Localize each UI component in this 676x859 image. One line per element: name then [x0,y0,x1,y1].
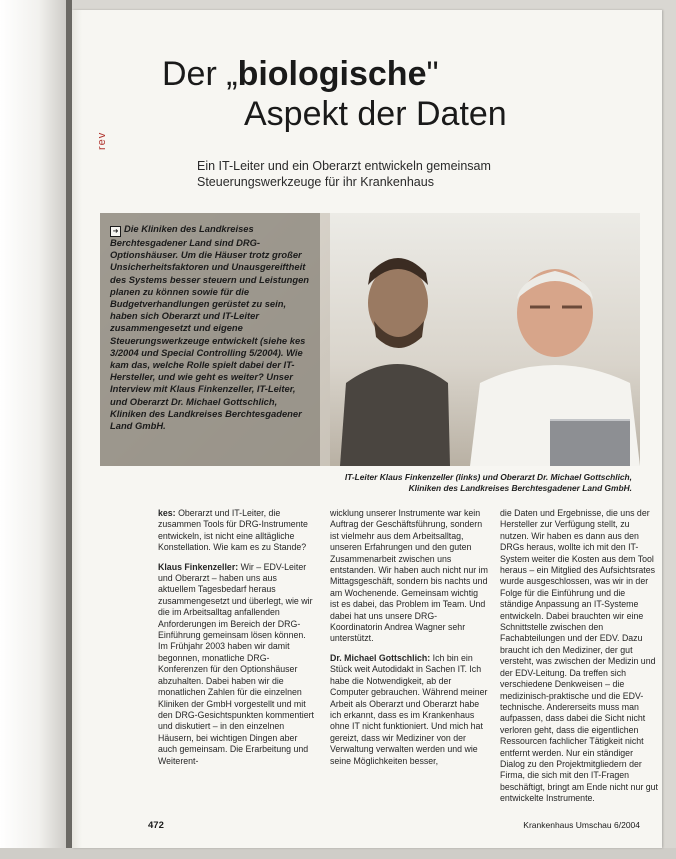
speaker-label: Dr. Michael Gottschlich: [330,652,431,663]
scan-background-left [0,0,70,859]
paragraph [158,562,316,767]
title-line-2: Aspekt der Daten [244,95,507,133]
article-title [162,54,642,134]
laptop [550,419,630,466]
speaker-label: Klaus Finkenzeller: [158,561,239,572]
person-left-figure [340,233,450,466]
title-suffix: " [426,55,439,93]
text-column-2 [330,508,488,775]
photo-caption: IT-Leiter Klaus Finkenzeller (links) und Oberarzt Dr. Michael Gottschlich, Kliniken des Landkreises Berchtesgadener Land GmbH. [344,472,632,493]
article-subtitle: Ein IT-Leiter und ein Oberarzt entwickeln gemeinsam Steuerungswerkzeuge für ihr Krankenhaus [197,159,491,189]
text-column-1 [158,508,316,775]
arrow-right-icon: ➜ [110,226,121,237]
paragraph-text: Wir – EDV-Leiter und Oberarzt – haben uns aus aktuellem Tagesbedarf heraus zusammengesetzt und überlegt, wie wir die im Arbeitsalltag anfallenden Anforderungen im Bereich der DRG-Einführung gemeinsam lösen können. Im Frühjahr 2003 haben wir damit begonnen, monatliche DRG-Konferenzen für den Optionshäuser abzuhalten. Dabei haben wir die monatlichen Zahlen für die einzelnen Kliniken der GmbH vorgestellt und mit den DRG-Gesichtspunkten kommentiert und diskutiert – in den einzelnen Häusern, bei wichtigen Dingen aber auch gemeinsam. Die Erarbeitung und Weiterent- [158,561,314,766]
publication-name: Krankenhaus Umschau 6/2004 [523,820,640,830]
title-line-1 [162,54,642,94]
scan-background-bottom [0,848,676,859]
page-number: 472 [148,820,164,831]
page-margin [72,10,82,848]
paragraph [330,508,488,645]
paragraph-text: Oberarzt und IT-Leiter, die zusammen Tools für DRG-Instrumente entwickeln, ist nicht eine alltägliche Konstellation. Wie kam es zu Stande? [158,508,308,553]
lead-text-box [100,213,320,466]
title-prefix: Der „ [162,55,238,93]
text-column-3 [500,508,658,813]
paragraph [330,653,488,767]
paragraph [500,508,658,805]
paragraph-text: Ich bin ein Stück weit Autodidakt in Sachen IT. Ich habe die Notwendigkeit, ab der Computer gebrauchen. Während meiner Arbeit als Oberarzt und Oberarzt habe ich erkannt, dass es im Krankenhaus ohne IT nicht funktioniert. Und mich hat gereizt, dass wir Mediziner von der Verwaltung verwalten werden und wie seine Möglichkeiten besser, [330,652,488,766]
paragraph [158,508,316,554]
lead-text: Die Kliniken des Landkreises Berchtesgadener Land sind DRG-Optionshäuser. Um die Häuser trotz großer Unsicherheitsfaktoren und Unausgereiftheit des Systems besser steuern und Leistungen planen zu können sowie für die Budgetverhandlungen gerüstet zu sein, haben sich Oberarzt und IT-Leiter zusammengesetzt und eigene Steuerungswerkzeuge entwickelt (siehe kes 3/2004 und Special Controlling 5/2004). Wie kam das, welche Rolle spielt dabei der IT-Hersteller, und wie geht es weiter? Unser Interview mit Klaus Finkenzeller, IT-Leiter, und Oberarzt Dr. Michael Gottschlich, Kliniken des Landkreises Berchtesgadener Land GmbH. [110,223,310,432]
paragraph-text: die Daten und Ergebnisse, die uns der Hersteller zur Verfügung stellt, zu nutzen. Wir haben es dann aus den DRGs heraus, wollte ich mit den IT-System weiter die Kosten aus dem Tool heraus – ein Mitglied des Aufsichtsrates wurde ausgeschlossen, was wir in der Folge für die Einführung und die ständige Anpassung an IT-Systeme entwickeln. Dabei brauchten wir eine Schnittstelle zwischen den Fachabteilungen und der EDV. Dazu braucht ich den Mediziner, der gut versteht, was zwischen der Medizin und der EDV-Leitung. Da treffen sich verschiedene Denkweisen – die medizinisch-praktische und die EDV-technische. Andererseits muss man aufpassen, dass dabei die Sicht nicht verloren geht, dass die eigentlichen Ressourcen fachlicher Tätigkeit nicht entfernt werden. Nur ein ständiger Dialog zu den Projektmitgliedern der Firma, die sich mit den IT-Fragen beschäftigt, bringt am Ende nicht nur gut entwickelte Instrumente. [500,508,658,804]
section-tag: rev [96,131,108,150]
speaker-label: kes: [158,508,176,518]
paragraph-text: wicklung unserer Instrumente war kein Auftrag der Geschäftsführung, sondern ist vielmehr aus dem Arbeitsalltag, unseren Erfahrungen und den guten Zusammenarbeit zwischen uns entstanden. Wir haben auch nicht nur im Mittagsgeschäft, sondern bis nachts und am Wochenende. Gemeinsam wichtig ist es dabei, das Problem im Team. Und dabei hat uns unsere DRG-Koordinatorin Andrea Wagner sehr unterstützt. [330,508,488,644]
title-bold-word: biologische [237,55,427,93]
magazine-page [72,10,662,848]
